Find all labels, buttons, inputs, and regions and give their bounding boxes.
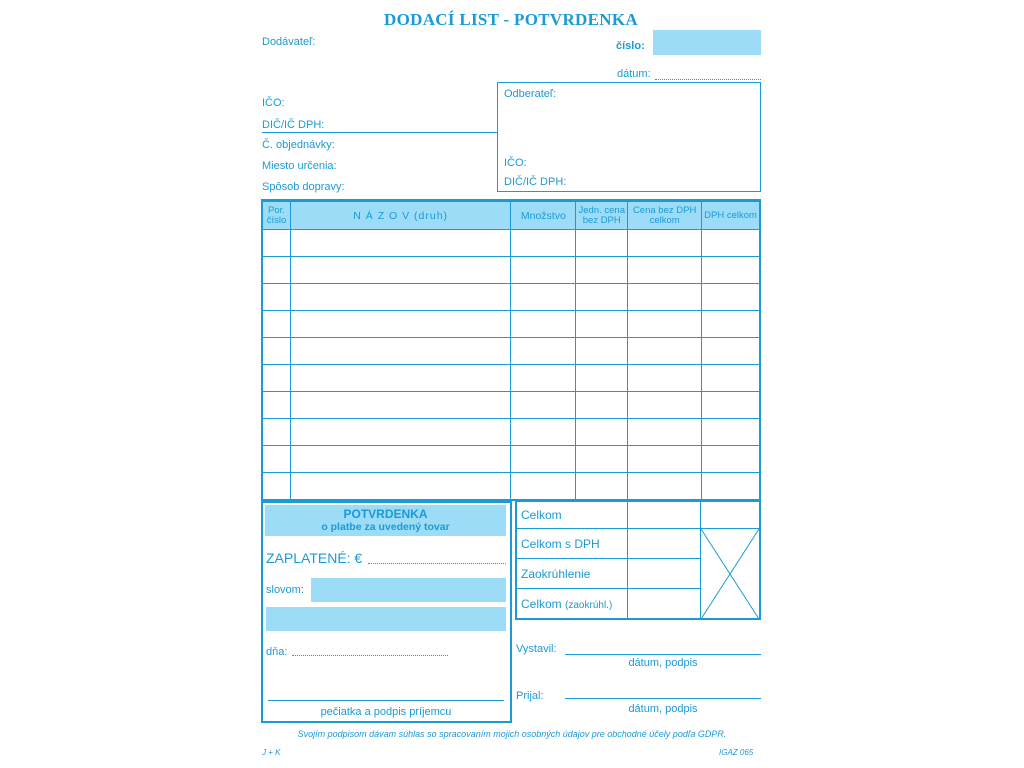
header-vat-total: DPH celkom bbox=[702, 202, 760, 230]
header-position: Por. číslo bbox=[263, 202, 291, 230]
table-cell[interactable] bbox=[628, 257, 702, 284]
table-row bbox=[263, 284, 760, 311]
table-cell[interactable] bbox=[628, 284, 702, 311]
table-cell[interactable] bbox=[576, 257, 628, 284]
table-cell[interactable] bbox=[628, 419, 702, 446]
gdpr-note: Svojím podpisom dávam súhlas so spracovaním mojich osobných údajov pre obchodné účely podľa GDPR. bbox=[297, 729, 727, 739]
table-cell[interactable] bbox=[290, 284, 510, 311]
items-table bbox=[262, 201, 760, 500]
table-cell[interactable] bbox=[628, 473, 702, 500]
table-cell[interactable] bbox=[702, 338, 760, 365]
paid-label: ZAPLATENÉ: € bbox=[266, 550, 363, 566]
summary-rounded-total-text: Celkom bbox=[521, 597, 562, 611]
table-cell[interactable] bbox=[263, 446, 291, 473]
table-cell[interactable] bbox=[576, 338, 628, 365]
summary-crossed-cell bbox=[700, 529, 759, 620]
table-cell[interactable] bbox=[263, 284, 291, 311]
table-cell[interactable] bbox=[702, 257, 760, 284]
number-label: číslo: bbox=[616, 40, 645, 52]
table-cell[interactable] bbox=[511, 446, 576, 473]
table-cell[interactable] bbox=[290, 473, 510, 500]
table-cell[interactable] bbox=[628, 311, 702, 338]
table-cell[interactable] bbox=[290, 365, 510, 392]
table-cell[interactable] bbox=[263, 365, 291, 392]
issued-caption: dátum, podpis bbox=[628, 657, 698, 669]
customer-label: Odberateľ: bbox=[504, 88, 557, 100]
table-cell[interactable] bbox=[628, 230, 702, 257]
table-cell[interactable] bbox=[576, 392, 628, 419]
transport-label: Spôsob dopravy: bbox=[262, 181, 345, 193]
summary-rounding-label: Zaokrúhlenie bbox=[517, 559, 628, 589]
received-caption: dátum, podpis bbox=[628, 703, 698, 715]
table-cell[interactable] bbox=[628, 392, 702, 419]
received-signature-line[interactable] bbox=[565, 698, 761, 699]
table-row bbox=[263, 419, 760, 446]
date-label: dátum: bbox=[617, 68, 651, 80]
header-unit-price: Jedn. cena bez DPH bbox=[576, 202, 628, 230]
table-cell[interactable] bbox=[511, 338, 576, 365]
customer-dic-label: DIČ/IČ DPH: bbox=[504, 176, 567, 188]
table-cell[interactable] bbox=[576, 311, 628, 338]
table-cell[interactable] bbox=[290, 338, 510, 365]
document-title: DODACÍ LIST - POTVRDENKA bbox=[384, 10, 638, 29]
dic-label: DIČ/IČ DPH: bbox=[262, 119, 325, 131]
table-cell[interactable] bbox=[628, 365, 702, 392]
issued-label: Vystavil: bbox=[516, 643, 557, 655]
customer-ico-label: IČO: bbox=[504, 157, 527, 169]
recipient-signature-caption: pečiatka a podpis príjemcu bbox=[320, 706, 452, 718]
table-cell[interactable] bbox=[263, 311, 291, 338]
table-cell[interactable] bbox=[628, 338, 702, 365]
number-field[interactable] bbox=[653, 30, 761, 55]
table-cell[interactable] bbox=[576, 473, 628, 500]
table-cell[interactable] bbox=[290, 311, 510, 338]
recipient-signature-line bbox=[268, 700, 504, 701]
table-cell[interactable] bbox=[576, 419, 628, 446]
table-cell[interactable] bbox=[290, 419, 510, 446]
table-cell[interactable] bbox=[511, 230, 576, 257]
table-cell[interactable] bbox=[702, 419, 760, 446]
table-cell[interactable] bbox=[263, 257, 291, 284]
table-cell[interactable] bbox=[702, 446, 760, 473]
table-row bbox=[263, 365, 760, 392]
left-code: J + K bbox=[262, 748, 281, 757]
table-cell[interactable] bbox=[576, 365, 628, 392]
received-label: Prijal: bbox=[516, 690, 544, 702]
day-field[interactable] bbox=[292, 655, 448, 656]
summary-total-label: Celkom bbox=[517, 502, 628, 529]
table-cell[interactable] bbox=[263, 419, 291, 446]
words-field[interactable] bbox=[311, 578, 506, 602]
supplier-label: Dodávateľ: bbox=[262, 36, 316, 48]
table-cell[interactable] bbox=[290, 392, 510, 419]
table-row bbox=[263, 230, 760, 257]
paid-amount-field[interactable] bbox=[368, 563, 506, 564]
cross-out-icon bbox=[701, 529, 759, 619]
words-field-continued[interactable] bbox=[266, 607, 506, 631]
receipt-subtitle: o platbe za uvedený tovar bbox=[321, 521, 450, 533]
summary-total-vat-label: Celkom s DPH bbox=[517, 529, 628, 559]
header-quantity: Množstvo bbox=[511, 202, 576, 230]
table-cell[interactable] bbox=[702, 473, 760, 500]
items-header-row bbox=[263, 202, 760, 230]
table-cell[interactable] bbox=[511, 392, 576, 419]
table-row bbox=[263, 446, 760, 473]
table-row bbox=[263, 338, 760, 365]
table-cell[interactable] bbox=[511, 365, 576, 392]
table-row bbox=[263, 311, 760, 338]
ico-label: IČO: bbox=[262, 97, 285, 109]
table-cell[interactable] bbox=[290, 257, 510, 284]
header-total-no-vat: Cena bez DPH celkom bbox=[628, 202, 702, 230]
table-cell[interactable] bbox=[263, 392, 291, 419]
table-cell[interactable] bbox=[290, 230, 510, 257]
table-cell[interactable] bbox=[702, 392, 760, 419]
receipt-title: POTVRDENKA bbox=[343, 507, 428, 521]
items-body bbox=[263, 230, 760, 500]
table-cell[interactable] bbox=[576, 230, 628, 257]
table-cell[interactable] bbox=[263, 230, 291, 257]
table-cell[interactable] bbox=[576, 446, 628, 473]
table-cell[interactable] bbox=[511, 419, 576, 446]
table-cell[interactable] bbox=[628, 446, 702, 473]
table-row bbox=[263, 392, 760, 419]
supplier-divider bbox=[262, 132, 497, 133]
header-name: N Á Z O V (druh) bbox=[290, 202, 510, 230]
table-cell[interactable] bbox=[702, 311, 760, 338]
destination-label: Miesto určenia: bbox=[262, 160, 337, 172]
table-cell[interactable] bbox=[511, 257, 576, 284]
table-cell[interactable] bbox=[263, 473, 291, 500]
table-row bbox=[263, 473, 760, 500]
summary-table bbox=[516, 501, 760, 619]
day-label: dňa: bbox=[266, 646, 288, 658]
issued-signature-line[interactable] bbox=[565, 654, 761, 655]
table-cell[interactable] bbox=[576, 284, 628, 311]
words-label: slovom: bbox=[266, 584, 304, 596]
table-cell[interactable] bbox=[511, 284, 576, 311]
date-field[interactable] bbox=[655, 79, 761, 80]
table-cell[interactable] bbox=[511, 473, 576, 500]
summary-rounded-suffix: (zaokrúhl.) bbox=[565, 600, 613, 611]
table-cell[interactable] bbox=[511, 311, 576, 338]
table-cell[interactable] bbox=[702, 365, 760, 392]
table-cell[interactable] bbox=[702, 284, 760, 311]
table-row bbox=[263, 257, 760, 284]
table-cell[interactable] bbox=[702, 230, 760, 257]
right-code: IGAZ 065 bbox=[719, 748, 754, 757]
order-label: Č. objednávky: bbox=[262, 139, 335, 151]
table-cell[interactable] bbox=[263, 338, 291, 365]
table-cell[interactable] bbox=[290, 446, 510, 473]
